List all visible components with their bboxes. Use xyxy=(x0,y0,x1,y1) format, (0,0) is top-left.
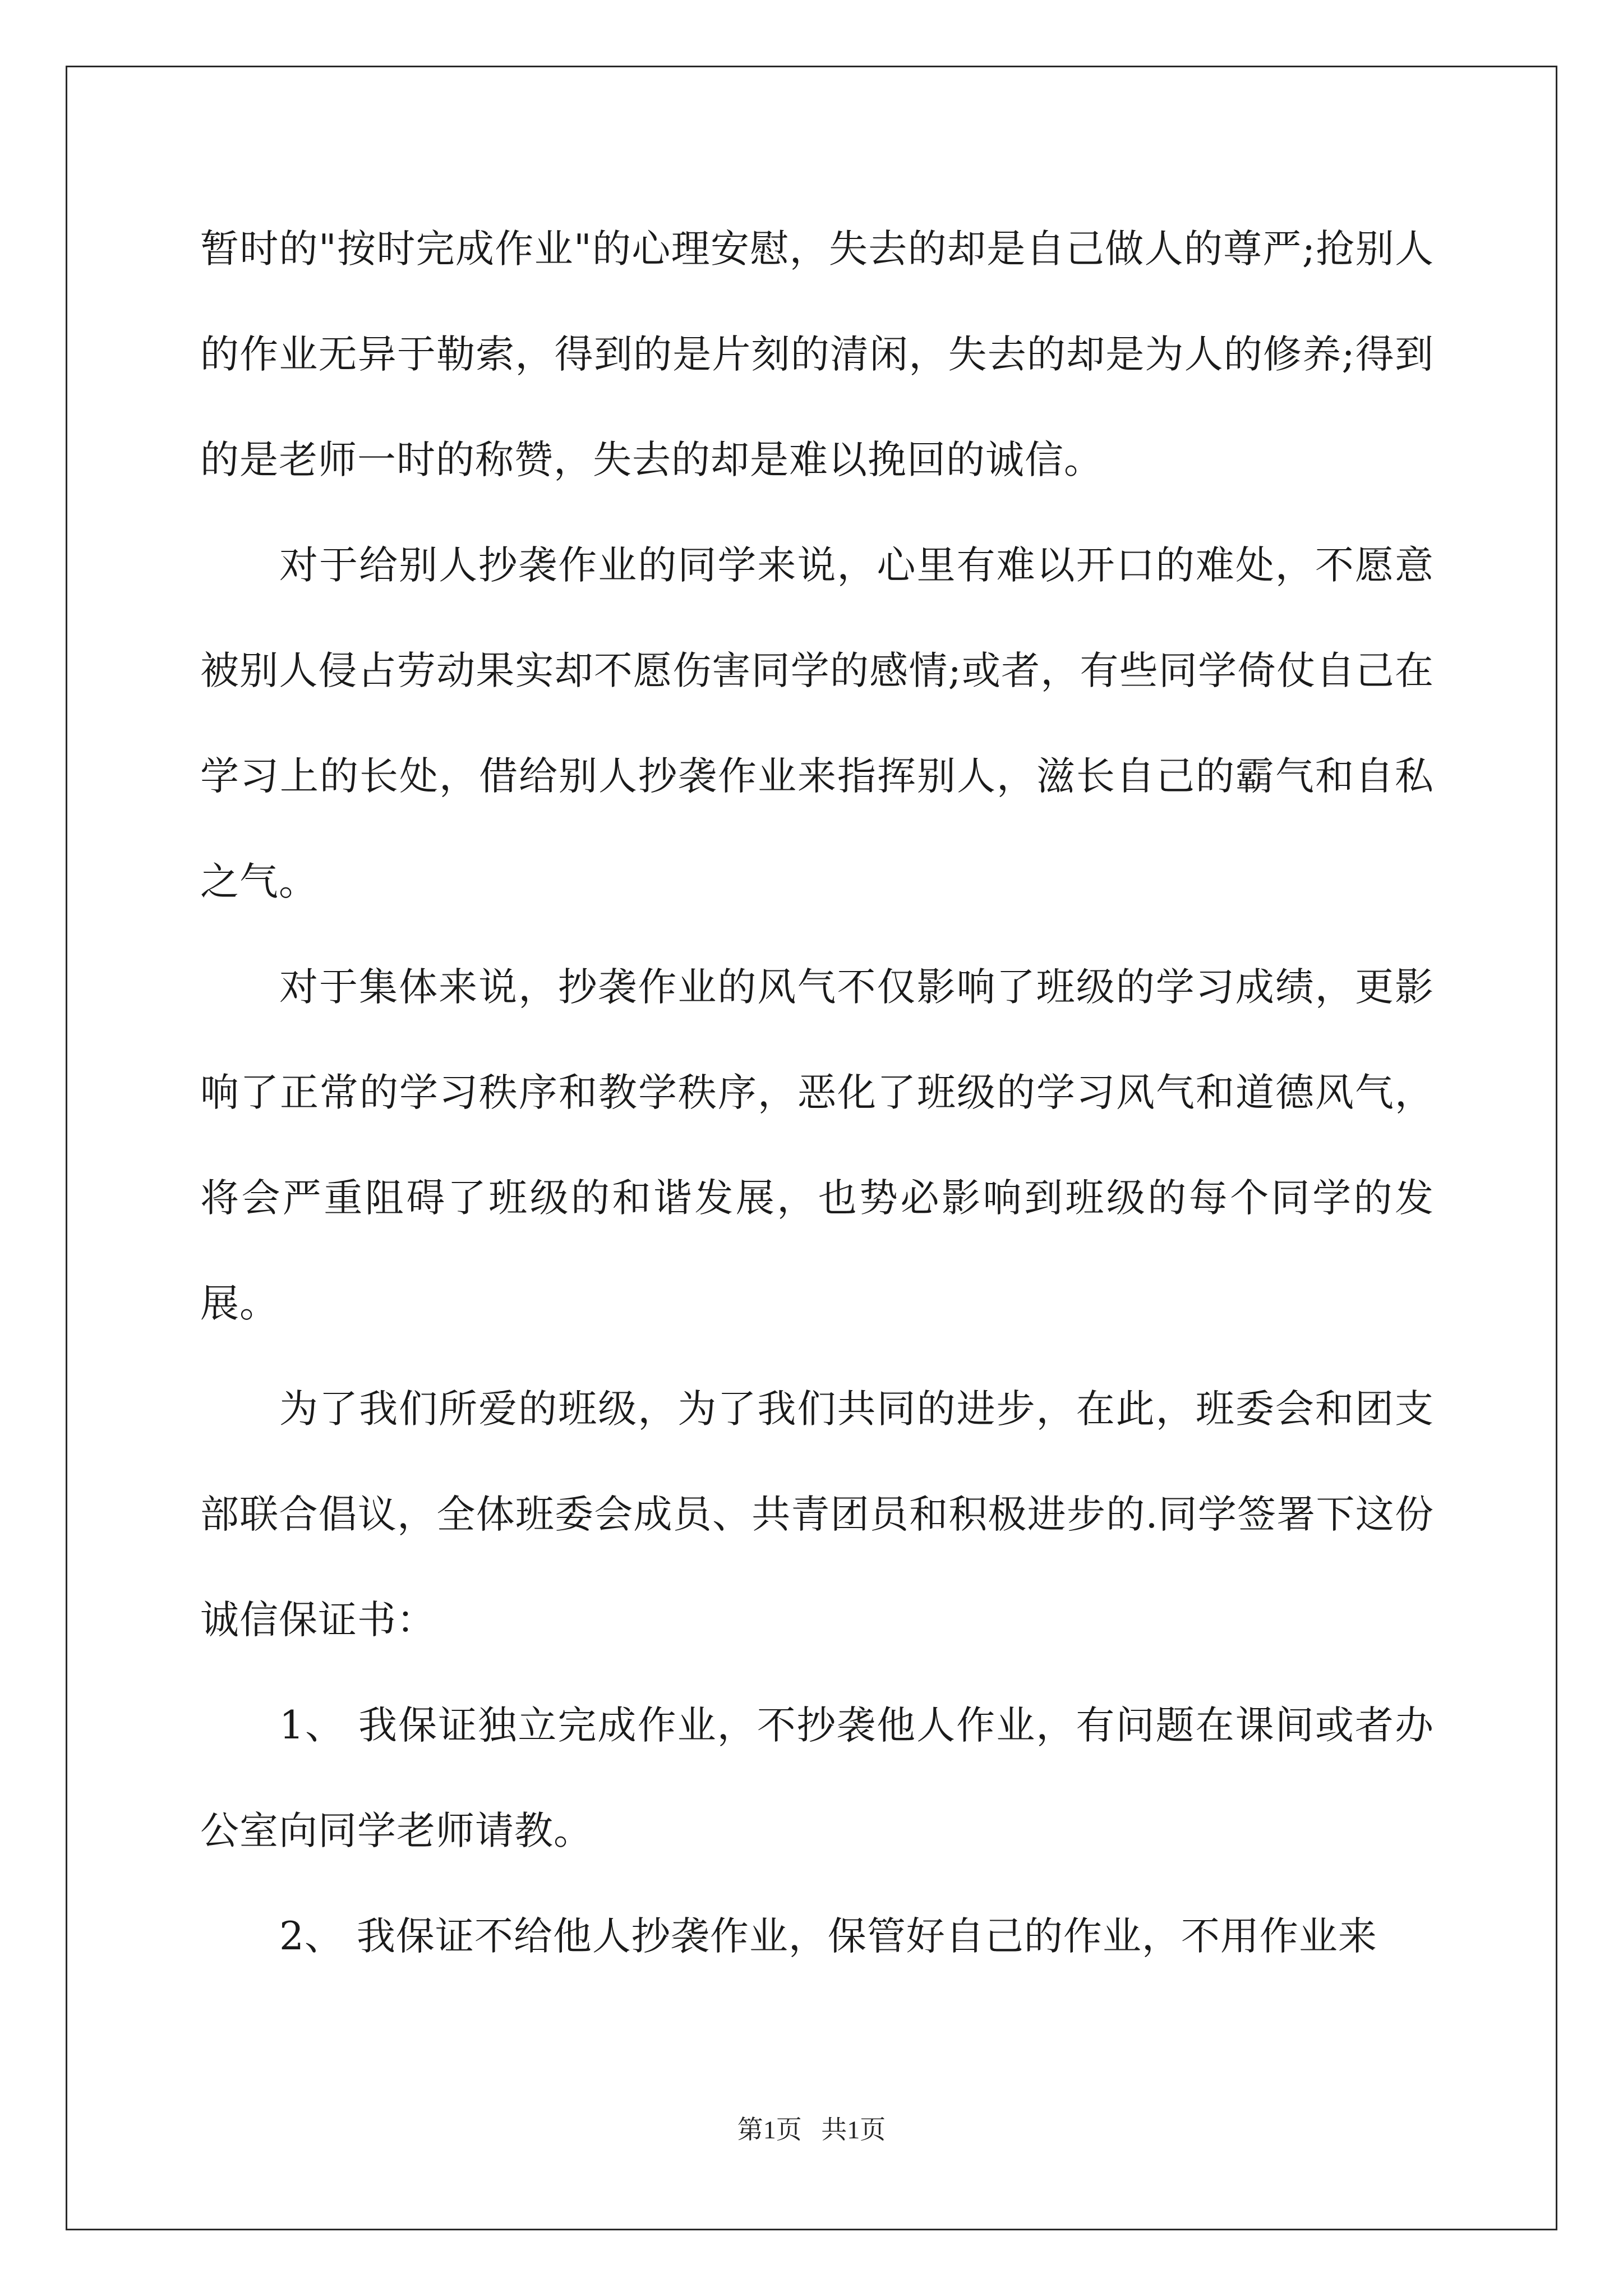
pledge-item-1: 1、 我保证独立完成作业，不抄袭他人作业，有问题在课间或者办公室向同学老师请教。 xyxy=(200,1703,1434,1853)
paragraph-3: 对于集体来说，抄袭作业的风气不仅影响了班级的学习成绩，更影响了正常的学习秩序和教学秩序，恶化了班级的学习风气和道德风气，将会严重阻碍了班级的和谐发展，也势必影响到班级的每个同学的发展。 xyxy=(200,965,1434,1326)
paragraph-4: 为了我们所爱的班级，为了我们共同的进步，在此，班委会和团支部联合倡议，全体班委会成员、共青团员和积极进步的.同学签署下这份诚信保证书： xyxy=(200,1387,1434,1642)
paragraph-1: 暂时的"按时完成作业"的心理安慰，失去的却是自己做人的尊严;抢别人的作业无异于勒索，得到的是片刻的清闲，失去的却是为人的修养;得到的是老师一时的称赞，失去的却是难以挽回的诚信。 xyxy=(200,227,1434,482)
document-body xyxy=(200,196,1434,1989)
pledge-item-2: 2、 我保证不给他人抄袭作业，保管好自己的作业，不用作业来 xyxy=(279,1914,1377,1959)
paragraph-2: 对于给别人抄袭作业的同学来说，心里有难以开口的难处，不愿意被别人侵占劳动果实却不愿伤害同学的感情;或者，有些同学倚仗自己在学习上的长处，借给别人抄袭作业来指挥别人，滋长自己的霸气和自私之气。 xyxy=(200,543,1434,904)
page-number-footer: 第1页 共1页 xyxy=(737,2115,886,2144)
